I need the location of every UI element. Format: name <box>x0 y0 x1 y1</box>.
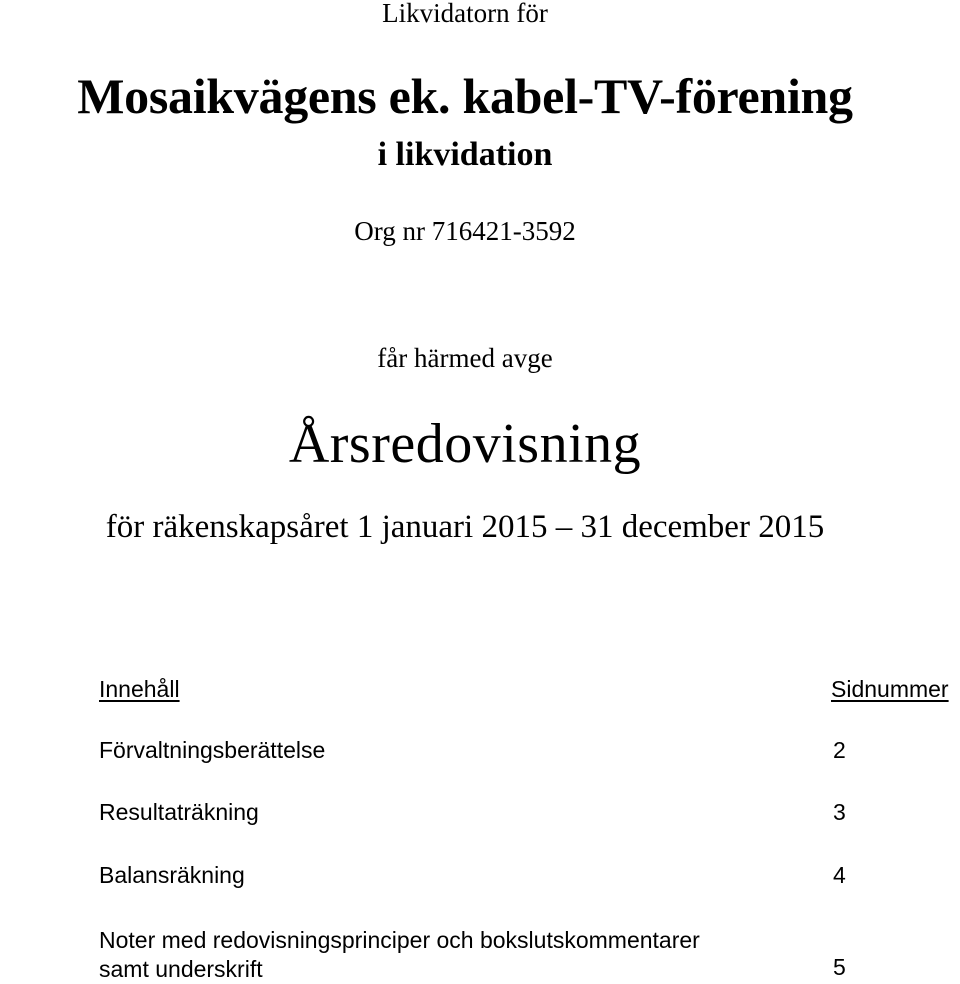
toc-header-contents: Innehåll <box>99 676 180 702</box>
toc-row-label: Balansräkning <box>99 862 245 888</box>
submits-statement: får härmed avge <box>377 343 553 373</box>
toc-row-label-line: samt underskrift <box>99 956 263 982</box>
toc-row-label <box>99 926 700 984</box>
toc-row-page: 2 <box>833 737 846 763</box>
liquidation-status: i likvidation <box>377 136 553 173</box>
toc-row-label: Resultaträkning <box>99 799 259 825</box>
document-title: Årsredovisning <box>288 413 642 475</box>
toc-row-label: Förvaltningsberättelse <box>99 737 326 763</box>
liquidator-for-line: Likvidatorn för <box>382 0 548 28</box>
toc-row-label-line: Noter med redovisningsprinciper och bokslutskommentarer <box>99 927 700 953</box>
organization-number: Org nr 716421-3592 <box>354 216 576 246</box>
organization-name: Mosaikvägens ek. kabel-TV-förening <box>77 68 853 124</box>
toc-row-page: 5 <box>833 954 846 980</box>
toc-row-page: 3 <box>833 799 846 825</box>
toc-header-page-number: Sidnummer <box>831 676 949 702</box>
toc-row-page: 4 <box>833 862 846 888</box>
fiscal-year-line: för räkenskapsåret 1 januari 2015 – 31 december 2015 <box>105 509 825 545</box>
